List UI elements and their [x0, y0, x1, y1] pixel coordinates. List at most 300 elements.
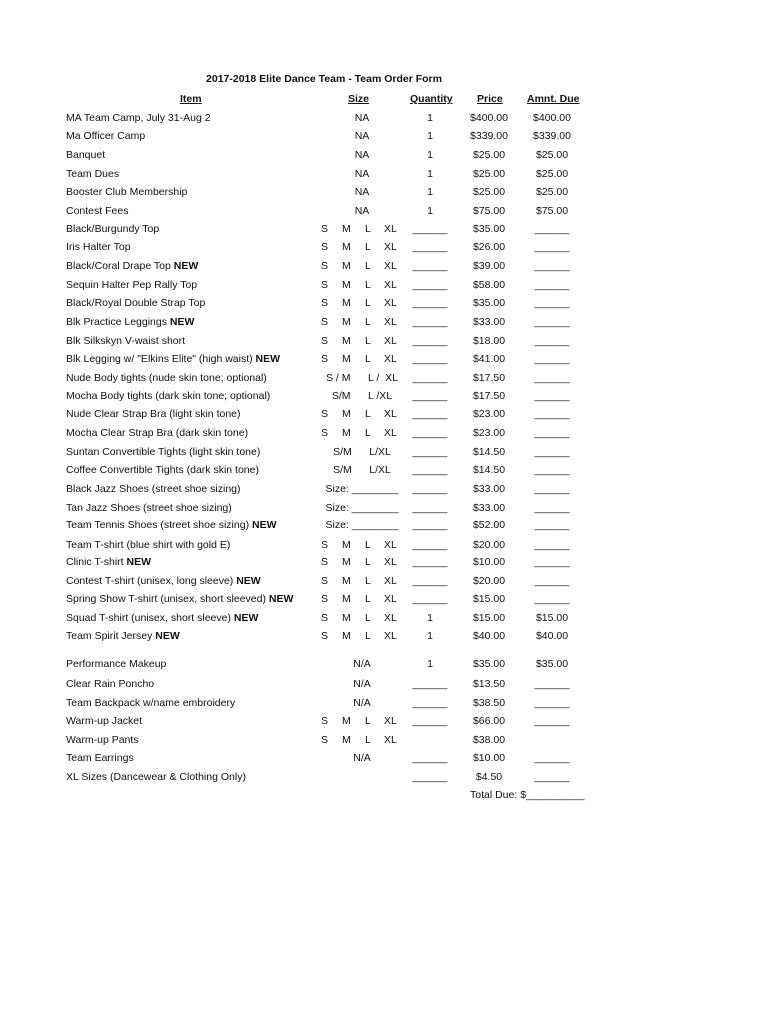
size-option[interactable]: M: [342, 593, 351, 605]
header-price: Price: [477, 93, 503, 105]
price: $10.00: [472, 556, 506, 568]
item-label: Black/Royal Double Strap Top: [66, 297, 206, 309]
size-option[interactable]: S: [321, 279, 329, 291]
price: $14.50: [472, 464, 506, 476]
size-option[interactable]: M: [342, 335, 351, 347]
table-row: [0, 316, 770, 330]
quantity-field[interactable]: 1: [427, 130, 433, 142]
price: $25.00: [472, 168, 506, 180]
total-due[interactable]: Total Due: $__________: [470, 789, 585, 801]
item-name: [66, 112, 211, 124]
size-option[interactable]: M: [342, 427, 351, 439]
size-field[interactable]: Size: ________: [325, 483, 399, 495]
header-quantity: Quantity: [410, 93, 453, 105]
size-option[interactable]: L: [365, 353, 371, 365]
size-option[interactable]: L: [365, 335, 371, 347]
quantity-field[interactable]: ______: [412, 353, 448, 365]
item-label: Contest T-shirt (unisex, long sleeve): [66, 575, 237, 587]
price: $339.00: [470, 130, 508, 142]
item-name: [66, 678, 154, 690]
item-name: [66, 575, 261, 587]
item-name: [66, 483, 241, 495]
amount-due-field[interactable]: ______: [534, 297, 570, 309]
item-name: [66, 427, 248, 439]
quantity-field[interactable]: ______: [412, 715, 448, 727]
table-row: [0, 556, 770, 570]
table-row: [0, 575, 770, 589]
amount-due-field[interactable]: ______: [534, 372, 570, 384]
size-option[interactable]: L: [365, 556, 371, 568]
item-name: [66, 297, 205, 309]
price: $23.00: [472, 408, 506, 420]
size-option[interactable]: L: [365, 260, 371, 272]
item-label: Suntan Convertible Tights (light skin tone): [66, 446, 261, 458]
table-row: [0, 205, 770, 219]
quantity-field[interactable]: ______: [412, 556, 448, 568]
price: $23.00: [472, 427, 506, 439]
item-name: [66, 715, 142, 727]
quantity-field[interactable]: 1: [427, 630, 433, 642]
table-row: [0, 593, 770, 607]
table-row: [0, 715, 770, 729]
quantity-field[interactable]: ______: [412, 427, 448, 439]
size-option[interactable]: S: [321, 427, 329, 439]
size-option[interactable]: XL: [384, 556, 397, 568]
amount-due-field[interactable]: ______: [534, 593, 570, 605]
size-option[interactable]: S: [321, 715, 329, 727]
size-option[interactable]: M: [342, 539, 351, 551]
quantity-field[interactable]: 1: [427, 658, 433, 670]
size-option[interactable]: S: [321, 593, 329, 605]
item-label: Team T-shirt (blue shirt with gold E): [66, 539, 231, 551]
amount-due-field[interactable]: $35.00: [535, 658, 569, 670]
item-name: [66, 279, 197, 291]
new-badge: NEW: [251, 519, 277, 531]
price: $17.50: [472, 390, 506, 402]
size-option[interactable]: L: [365, 279, 371, 291]
size-option[interactable]: S: [321, 734, 329, 746]
item-label: Iris Halter Top: [66, 241, 131, 253]
item-label: Tan Jazz Shoes (street shoe sizing): [66, 502, 232, 514]
table-row: [0, 427, 770, 441]
item-name: [66, 390, 270, 402]
item-name: [66, 372, 267, 384]
amount-due-field[interactable]: ______: [534, 771, 570, 783]
amount-due-field[interactable]: ______: [534, 752, 570, 764]
item-name: [66, 353, 280, 365]
table-row: [0, 697, 770, 711]
amount-due-field[interactable]: ______: [534, 678, 570, 690]
size-option[interactable]: L: [365, 297, 371, 309]
size-option[interactable]: M: [342, 612, 351, 624]
size-option[interactable]: M: [342, 630, 351, 642]
quantity-field[interactable]: ______: [412, 390, 448, 402]
table-row: [0, 519, 770, 533]
size-option[interactable]: L: [365, 612, 371, 624]
size-option[interactable]: M: [342, 556, 351, 568]
quantity-field[interactable]: ______: [412, 446, 448, 458]
amount-due-field[interactable]: ______: [534, 241, 570, 253]
amount-due-field[interactable]: ______: [534, 427, 570, 439]
price: $33.00: [472, 483, 506, 495]
amount-due-field[interactable]: ______: [534, 279, 570, 291]
size-field[interactable]: Size: ________: [325, 502, 399, 514]
price: $25.00: [472, 186, 506, 198]
item-label: Team Spirit Jersey: [66, 630, 156, 642]
item-label: Blk Legging w/ "Elkins Elite" (high waist): [66, 353, 256, 365]
amount-due-field[interactable]: ______: [534, 697, 570, 709]
table-row: [0, 539, 770, 553]
size-field: N/A: [353, 697, 371, 709]
size-option[interactable]: XL: [384, 316, 397, 328]
table-row: [0, 372, 770, 386]
size-option[interactable]: L: [365, 593, 371, 605]
size-option[interactable]: M: [342, 353, 351, 365]
item-name: [66, 168, 119, 180]
size-option[interactable]: XL: [384, 734, 397, 746]
size-option[interactable]: XL: [384, 279, 397, 291]
new-badge: NEW: [233, 612, 259, 624]
table-row: [0, 297, 770, 311]
price: $400.00: [470, 112, 508, 124]
quantity-field[interactable]: ______: [412, 335, 448, 347]
size-field: NA: [354, 149, 370, 161]
item-name: [66, 464, 259, 476]
item-name: [66, 149, 105, 161]
size-option[interactable]: S: [321, 612, 329, 624]
size-field: S/M L /XL: [331, 390, 393, 402]
size-option[interactable]: XL: [384, 408, 397, 420]
price: $26.00: [472, 241, 506, 253]
size-field[interactable]: Size: ________: [325, 519, 399, 531]
item-label: Nude Clear Strap Bra (light skin tone): [66, 408, 241, 420]
item-name: [66, 335, 185, 347]
size-option[interactable]: XL: [384, 630, 397, 642]
size-option[interactable]: S: [321, 408, 329, 420]
quantity-field[interactable]: 1: [427, 612, 433, 624]
quantity-field[interactable]: ______: [412, 279, 448, 291]
table-row: [0, 734, 770, 748]
size-option[interactable]: L: [365, 223, 371, 235]
size-field: N/A: [353, 658, 371, 670]
price: $75.00: [472, 205, 506, 217]
table-row: [0, 130, 770, 144]
size-option[interactable]: L: [365, 427, 371, 439]
amount-due-field[interactable]: ______: [534, 260, 570, 272]
size-option[interactable]: S: [321, 223, 329, 235]
price: $25.00: [472, 149, 506, 161]
quantity-field[interactable]: ______: [412, 752, 448, 764]
item-name: [66, 205, 128, 217]
quantity-field[interactable]: ______: [412, 519, 448, 531]
quantity-field[interactable]: 1: [427, 186, 433, 198]
price: $4.50: [475, 771, 503, 783]
header-amount-due: Amnt. Due: [527, 93, 580, 105]
item-name: [66, 658, 166, 670]
amount-due-field[interactable]: ______: [534, 223, 570, 235]
price: $41.00: [472, 353, 506, 365]
header-size: Size: [348, 93, 370, 105]
size-option[interactable]: XL: [384, 715, 397, 727]
quantity-field[interactable]: ______: [412, 297, 448, 309]
item-name: [66, 186, 187, 198]
item-name: [66, 223, 159, 235]
size-option[interactable]: M: [342, 241, 351, 253]
price: $38.00: [472, 734, 506, 746]
table-row: [0, 771, 770, 785]
size-option[interactable]: S: [321, 335, 329, 347]
quantity-field[interactable]: ______: [412, 372, 448, 384]
table-row: [0, 446, 770, 460]
table-row: [0, 678, 770, 692]
amount-due-field[interactable]: $25.00: [535, 168, 569, 180]
item-name: [66, 408, 241, 420]
size-option[interactable]: XL: [384, 539, 397, 551]
table-row: [0, 483, 770, 497]
size-field: S/M L/XL: [333, 446, 391, 458]
price: $14.50: [472, 446, 506, 458]
size-option[interactable]: M: [342, 260, 351, 272]
amount-due-field[interactable]: $40.00: [535, 630, 569, 642]
item-label: Warm-up Jacket: [66, 715, 143, 727]
table-row: [0, 279, 770, 293]
amount-due-field[interactable]: ______: [534, 715, 570, 727]
item-label: Warm-up Pants: [66, 734, 139, 746]
quantity-field[interactable]: 1: [427, 205, 433, 217]
size-option[interactable]: L: [365, 715, 371, 727]
size-option[interactable]: XL: [384, 223, 397, 235]
size-option[interactable]: M: [342, 715, 351, 727]
price: $35.00: [472, 223, 506, 235]
size-option[interactable]: M: [342, 575, 351, 587]
item-name: [66, 752, 134, 764]
item-label: Banquet: [66, 149, 106, 161]
new-badge: NEW: [173, 260, 199, 272]
item-name: [66, 260, 198, 272]
item-label: Squad T-shirt (unisex, short sleeve): [66, 612, 234, 624]
item-name: [66, 316, 194, 328]
item-label: Black/Burgundy Top: [66, 223, 160, 235]
quantity-field[interactable]: ______: [412, 593, 448, 605]
size-option[interactable]: S: [321, 241, 329, 253]
size-field: NA: [354, 205, 370, 217]
item-label: Nude Body tights (nude skin tone; optional): [66, 372, 267, 384]
size-option[interactable]: XL: [384, 575, 397, 587]
table-row: [0, 335, 770, 349]
size-option[interactable]: S: [321, 575, 329, 587]
amount-due-field[interactable]: ______: [534, 483, 570, 495]
quantity-field[interactable]: 1: [427, 112, 433, 124]
item-label: MA Team Camp, July 31-Aug 2: [66, 112, 211, 124]
new-badge: NEW: [155, 630, 180, 642]
quantity-field[interactable]: ______: [412, 260, 448, 272]
size-option[interactable]: L: [365, 734, 371, 746]
item-name: [66, 519, 276, 531]
amount-due-field[interactable]: $75.00: [535, 205, 569, 217]
size-option[interactable]: S: [321, 316, 329, 328]
size-option[interactable]: S: [321, 630, 329, 642]
new-badge: NEW: [236, 575, 261, 587]
table-row: [0, 630, 770, 644]
quantity-field[interactable]: ______: [412, 539, 448, 551]
quantity-field[interactable]: ______: [412, 408, 448, 420]
quantity-field[interactable]: ______: [412, 771, 448, 783]
quantity-field[interactable]: ______: [412, 316, 448, 328]
quantity-field[interactable]: ______: [412, 483, 448, 495]
item-name: [66, 593, 293, 605]
size-option[interactable]: XL: [384, 335, 397, 347]
size-field: N/A: [353, 752, 371, 764]
size-option[interactable]: S: [321, 297, 329, 309]
item-label: Clinic T-shirt: [66, 556, 127, 568]
amount-due-field[interactable]: $339.00: [533, 130, 571, 142]
size-option[interactable]: XL: [384, 353, 397, 365]
table-row: [0, 241, 770, 255]
size-option[interactable]: XL: [384, 612, 397, 624]
size-option[interactable]: XL: [384, 593, 397, 605]
item-label: Sequin Halter Pep Rally Top: [66, 279, 198, 291]
item-label: Blk Practice Leggings: [66, 316, 170, 328]
item-name: [66, 502, 232, 514]
item-label: Contest Fees: [66, 205, 129, 217]
item-name: [66, 771, 246, 783]
table-row: [0, 464, 770, 478]
size-option[interactable]: XL: [384, 297, 397, 309]
item-label: Team Earrings: [66, 752, 134, 764]
amount-due-field[interactable]: ______: [534, 502, 570, 514]
quantity-field[interactable]: ______: [412, 464, 448, 476]
form-title: 2017-2018 Elite Dance Team - Team Order Form: [206, 73, 442, 85]
size-option[interactable]: L: [365, 241, 371, 253]
price: $33.00: [472, 502, 506, 514]
size-option[interactable]: L: [365, 408, 371, 420]
item-name: [66, 539, 230, 551]
amount-due-field[interactable]: ______: [534, 335, 570, 347]
size-option[interactable]: L: [365, 630, 371, 642]
item-name: [66, 130, 145, 142]
price: $35.00: [472, 297, 506, 309]
table-row: [0, 408, 770, 422]
new-badge: NEW: [255, 353, 281, 365]
table-row: [0, 752, 770, 766]
size-option[interactable]: S: [321, 353, 329, 365]
price: $58.00: [472, 279, 506, 291]
price: $39.00: [472, 260, 506, 272]
price: $52.00: [472, 519, 506, 531]
price: $15.00: [472, 593, 506, 605]
table-row: [0, 186, 770, 200]
size-option[interactable]: XL: [384, 260, 397, 272]
price: $33.00: [472, 316, 506, 328]
header-item: Item: [180, 93, 202, 105]
size-option[interactable]: S: [321, 260, 329, 272]
item-name: [66, 446, 260, 458]
quantity-field[interactable]: 1: [427, 149, 433, 161]
item-name: [66, 556, 151, 568]
item-label: Mocha Body tights (dark skin tone; optional): [66, 390, 271, 402]
new-badge: NEW: [126, 556, 151, 568]
price: $17.50: [472, 372, 506, 384]
price: $18.00: [472, 335, 506, 347]
item-label: Clear Rain Poncho: [66, 678, 155, 690]
price: $13.50: [472, 678, 506, 690]
amount-due-field[interactable]: ______: [534, 575, 570, 587]
size-option[interactable]: M: [342, 297, 351, 309]
price: $35.00: [472, 658, 506, 670]
amount-due-field[interactable]: ______: [534, 316, 570, 328]
size-option[interactable]: M: [342, 734, 351, 746]
table-row: [0, 168, 770, 182]
item-label: Ma Officer Camp: [66, 130, 146, 142]
amount-due-field[interactable]: ______: [534, 390, 570, 402]
quantity-field[interactable]: ______: [412, 697, 448, 709]
table-row: [0, 502, 770, 516]
item-name: [66, 630, 180, 642]
item-name: [66, 697, 235, 709]
item-label: Team Dues: [66, 168, 120, 180]
size-option[interactable]: L: [365, 316, 371, 328]
quantity-field[interactable]: ______: [412, 241, 448, 253]
item-name: [66, 612, 258, 624]
size-option[interactable]: M: [342, 408, 351, 420]
size-option[interactable]: XL: [384, 427, 397, 439]
size-option[interactable]: L: [365, 575, 371, 587]
table-row: [0, 149, 770, 163]
quantity-field[interactable]: 1: [427, 168, 433, 180]
size-option[interactable]: S: [321, 556, 329, 568]
item-name: [66, 734, 139, 746]
quantity-field[interactable]: ______: [412, 223, 448, 235]
size-option[interactable]: M: [342, 223, 351, 235]
size-field: NA: [354, 168, 370, 180]
quantity-field[interactable]: ______: [412, 502, 448, 514]
table-row: [0, 612, 770, 626]
size-option[interactable]: M: [342, 316, 351, 328]
amount-due-field[interactable]: $400.00: [533, 112, 571, 124]
table-row: [0, 658, 770, 672]
table-row: [0, 223, 770, 237]
item-label: Mocha Clear Strap Bra (dark skin tone): [66, 427, 249, 439]
amount-due-field[interactable]: ______: [534, 519, 570, 531]
item-name: [66, 241, 131, 253]
table-row: [0, 260, 770, 274]
item-label: Performance Makeup: [66, 658, 167, 670]
size-field: N/A: [353, 678, 371, 690]
new-badge: NEW: [169, 316, 195, 328]
amount-due-field[interactable]: ______: [534, 446, 570, 458]
price: $20.00: [472, 575, 506, 587]
amount-due-field[interactable]: $25.00: [535, 149, 569, 161]
size-option[interactable]: L: [365, 539, 371, 551]
size-option[interactable]: M: [342, 279, 351, 291]
table-row: [0, 112, 770, 126]
amount-due-field[interactable]: ______: [534, 408, 570, 420]
table-row: [0, 390, 770, 404]
amount-due-field[interactable]: ______: [534, 353, 570, 365]
amount-due-field[interactable]: $25.00: [535, 186, 569, 198]
quantity-field[interactable]: ______: [412, 575, 448, 587]
quantity-field[interactable]: ______: [412, 678, 448, 690]
amount-due-field[interactable]: ______: [534, 556, 570, 568]
item-label: Team Backpack w/name embroidery: [66, 697, 236, 709]
amount-due-field[interactable]: ______: [534, 464, 570, 476]
size-option[interactable]: XL: [384, 241, 397, 253]
new-badge: NEW: [268, 593, 294, 605]
size-field: NA: [354, 186, 370, 198]
amount-due-field[interactable]: ______: [534, 539, 570, 551]
size-option[interactable]: S: [321, 539, 329, 551]
amount-due-field[interactable]: $15.00: [535, 612, 569, 624]
